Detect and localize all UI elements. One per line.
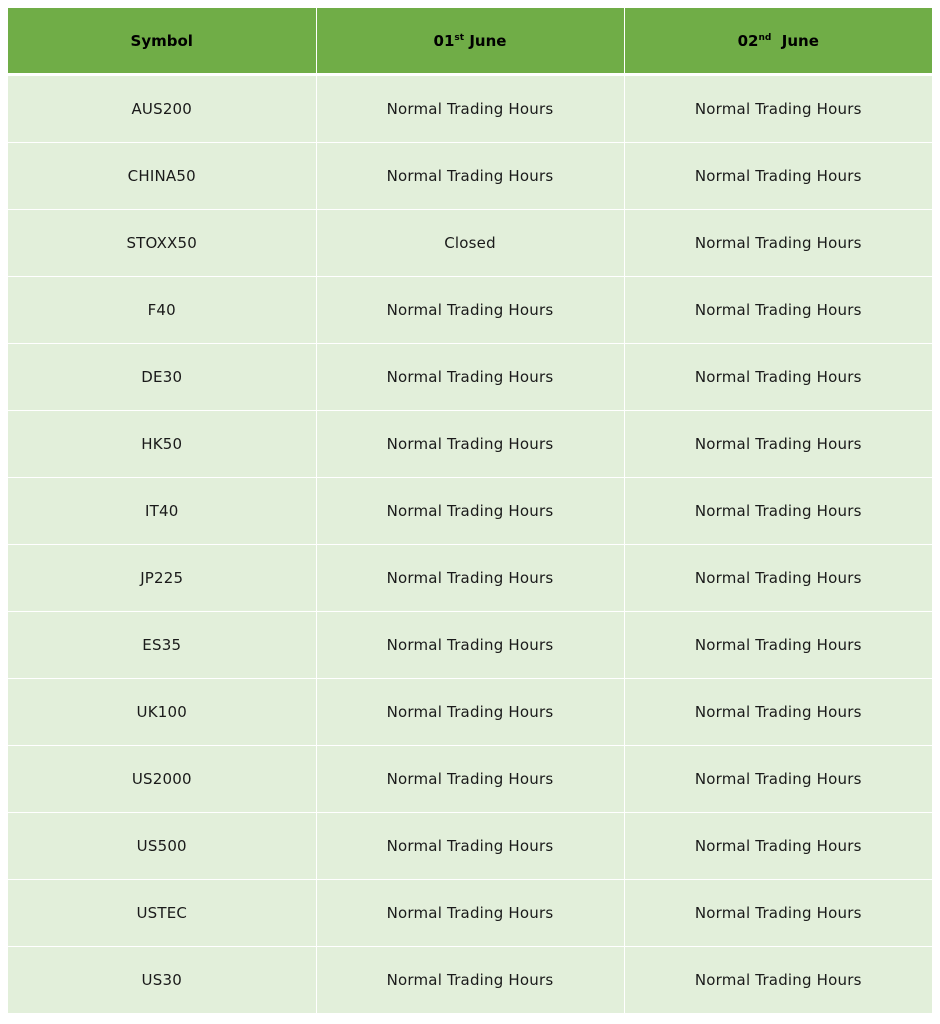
- cell-symbol: HK50: [8, 411, 316, 478]
- cell-date-2: Normal Trading Hours: [624, 143, 932, 210]
- cell-date-1: Normal Trading Hours: [316, 612, 624, 679]
- cell-symbol: USTEC: [8, 880, 316, 947]
- table-row: [8, 210, 932, 277]
- table-body: [8, 75, 932, 1014]
- cell-date-1: Normal Trading Hours: [316, 880, 624, 947]
- cell-date-1: Normal Trading Hours: [316, 545, 624, 612]
- cell-date-2: Normal Trading Hours: [624, 612, 932, 679]
- header-date-1: [316, 8, 624, 75]
- cell-date-1: Normal Trading Hours: [316, 679, 624, 746]
- cell-date-1: Normal Trading Hours: [316, 947, 624, 1014]
- cell-date-2: Normal Trading Hours: [624, 545, 932, 612]
- table-row: [8, 612, 932, 679]
- trading-hours-table: [8, 8, 932, 1014]
- table-row: [8, 746, 932, 813]
- cell-date-2: Normal Trading Hours: [624, 813, 932, 880]
- cell-date-1: Closed: [316, 210, 624, 277]
- cell-symbol: UK100: [8, 679, 316, 746]
- table-row: [8, 478, 932, 545]
- cell-symbol: JP225: [8, 545, 316, 612]
- header-symbol: Symbol: [8, 8, 316, 75]
- header-date-1-ordinal: st: [454, 32, 465, 43]
- cell-date-2: Normal Trading Hours: [624, 344, 932, 411]
- header-date-2-ordinal: nd: [758, 32, 772, 43]
- table-row: [8, 411, 932, 478]
- cell-date-2: Normal Trading Hours: [624, 478, 932, 545]
- cell-date-1: Normal Trading Hours: [316, 478, 624, 545]
- table-row: [8, 75, 932, 143]
- cell-date-1: Normal Trading Hours: [316, 411, 624, 478]
- header-date-1-month: June: [464, 31, 507, 50]
- trading-hours-table-wrapper: [8, 8, 932, 1014]
- cell-symbol: IT40: [8, 478, 316, 545]
- cell-symbol: CHINA50: [8, 143, 316, 210]
- cell-date-2: Normal Trading Hours: [624, 210, 932, 277]
- cell-date-2: Normal Trading Hours: [624, 277, 932, 344]
- cell-symbol: STOXX50: [8, 210, 316, 277]
- header-date-2-day: 02: [737, 31, 759, 50]
- cell-date-2: Normal Trading Hours: [624, 947, 932, 1014]
- table-row: [8, 947, 932, 1014]
- cell-symbol: US30: [8, 947, 316, 1014]
- cell-date-2: Normal Trading Hours: [624, 411, 932, 478]
- cell-date-1: Normal Trading Hours: [316, 277, 624, 344]
- cell-date-1: Normal Trading Hours: [316, 143, 624, 210]
- cell-date-2: Normal Trading Hours: [624, 880, 932, 947]
- cell-symbol: F40: [8, 277, 316, 344]
- cell-date-2: Normal Trading Hours: [624, 75, 932, 143]
- cell-date-2: Normal Trading Hours: [624, 679, 932, 746]
- header-date-2-month: June: [771, 31, 819, 50]
- header-date-2: [624, 8, 932, 75]
- cell-date-1: Normal Trading Hours: [316, 813, 624, 880]
- table-row: [8, 143, 932, 210]
- header-date-1-day: 01: [433, 31, 455, 50]
- cell-date-1: Normal Trading Hours: [316, 75, 624, 143]
- table-row: [8, 344, 932, 411]
- table-row: [8, 880, 932, 947]
- cell-date-2: Normal Trading Hours: [624, 746, 932, 813]
- table-row: [8, 545, 932, 612]
- cell-symbol: AUS200: [8, 75, 316, 143]
- header-row: [8, 8, 932, 75]
- cell-symbol: US2000: [8, 746, 316, 813]
- table-row: [8, 679, 932, 746]
- cell-symbol: ES35: [8, 612, 316, 679]
- cell-symbol: US500: [8, 813, 316, 880]
- table-row: [8, 277, 932, 344]
- table-header: [8, 8, 932, 75]
- cell-date-1: Normal Trading Hours: [316, 344, 624, 411]
- table-row: [8, 813, 932, 880]
- cell-symbol: DE30: [8, 344, 316, 411]
- cell-date-1: Normal Trading Hours: [316, 746, 624, 813]
